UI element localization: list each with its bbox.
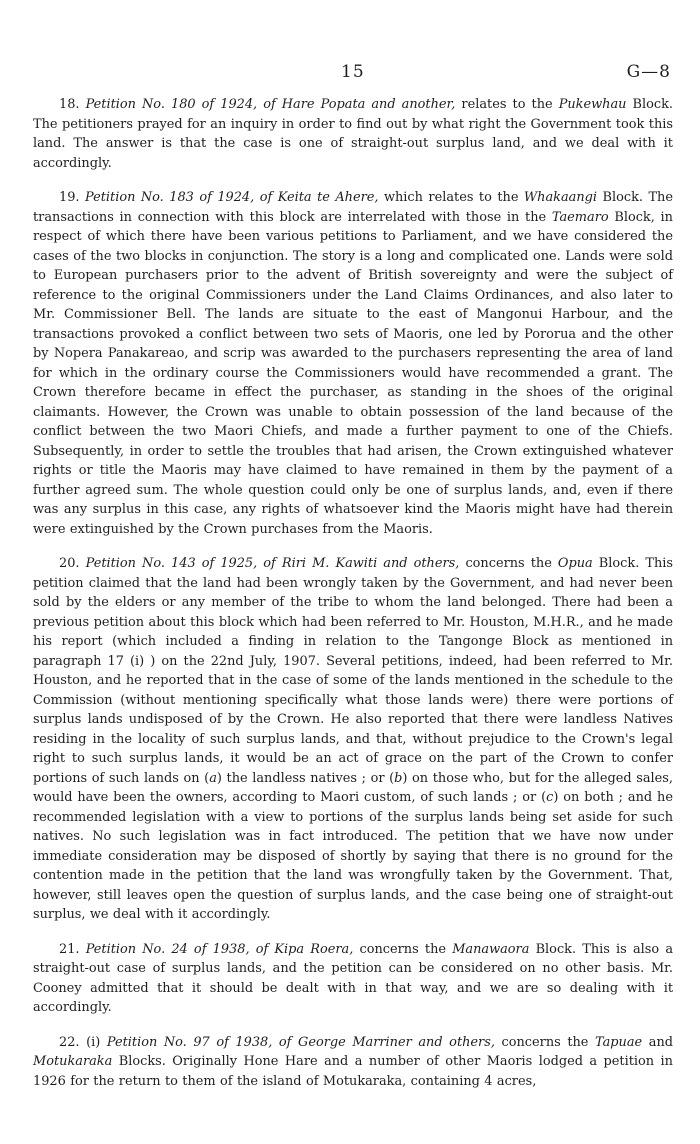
paragraph-number: 18. [59, 97, 80, 112]
block-name: Taemaro [551, 209, 609, 225]
paragraph-19: 19. Petition No. 183 of 1924, of Keita te Ahere, which relates to the Whakaangi Block. The transactions in connection with this block are interrelated with those in the Taemaro Block, in respect of which there have been various petitions to Parliament, and we have considered the cases of the two blocks in conjunction. The story is a long and complicated one. Lands were sold to European purchasers prior to the advent of British sovereignty and were the subject of reference to the original Commissioners under the Land Claims Ordinances, and also later to Mr. Commissioner Bell. The lands are situate to the east of Mangonui Harbour, and the transactions provoked a conflict between two sets of Maoris, one led by Pororua and the other by Nopera Panakareao, and scrip was awarded to the purchasers representing the area of land for which in the ordinary course the Commissioners would have recommended a grant. The Crown therefore became in effect the purchaser, as standing in the shoes of the original claimants. However, the Crown was unable to obtain possession of the land because of the conflict between the two Maori Chiefs, and made a further payment to one of the Chiefs. Subsequently, in order to settle the troubles that had arisen, the Crown extinguished whatever rights or title the Maoris may have claimed to have remained in them by the payment of a further agreed sum. The whole question could only be one of surplus lands, and, even if there was any surplus in this case, any rights of whatsoever kind the Maoris might have had therein were extinguished by the Crown purchases from the Maoris. [33, 190, 673, 537]
block-name: Tapuae [595, 1034, 643, 1050]
section-code: G—8 [626, 62, 671, 82]
block-name: Opua [557, 556, 593, 571]
petition-reference: Petition No. 183 of 1924, of Keita te Ahere, [85, 190, 379, 205]
page-header [33, 0, 673, 95]
body-text [33, 95, 673, 1091]
paragraph-number: 22. (i) [59, 1034, 101, 1050]
block-name: Whakaangi [523, 190, 598, 205]
paragraph-22: 22. (i) Petition No. 97 of 1938, of George Marriner and others, concerns the Tapuae and Motukaraka Blocks. Originally Hone Hare and a number of other Maoris lodged a petition in 1926 for the return to them of the island of Motukaraka, containing 4 acres, [33, 1034, 673, 1089]
block-name: Manawaora [452, 941, 530, 957]
petition-reference: Petition No. 143 of 1925, of Riri M. Kawiti and others, [85, 556, 460, 571]
list-marker: a [209, 770, 217, 786]
paragraph-number: 21. [59, 941, 80, 957]
block-name: Pukewhau [558, 97, 627, 112]
paragraph-18: 18. Petition No. 180 of 1924, of Hare Popata and another, relates to the Pukewhau Block. The petitioners prayed for an inquiry in order to find out by what right the Government took this land. The answer is that the case is one of straight-out surplus land, and we deal with it accordingly. [33, 97, 673, 171]
list-marker: c [546, 790, 554, 805]
list-marker: b [394, 770, 403, 786]
petition-reference: Petition No. 180 of 1924, of Hare Popata and another, [85, 97, 456, 112]
paragraph-number: 19. [59, 190, 80, 205]
paragraph-21: 21. Petition No. 24 of 1938, of Kipa Roera, concerns the Manawaora Block. This is also a straight-out case of surplus lands, and the petition can be considered on no other basis. Mr. Cooney admitted that it should be dealt with in that way, and we are so dealing with it accordingly. [33, 941, 674, 1015]
paragraph-number: 20. [59, 556, 80, 571]
page-number: 15 [341, 62, 365, 82]
petition-reference: Petition No. 24 of 1938, of Kipa Roera, [85, 941, 354, 957]
block-name: Motukaraka [33, 1054, 113, 1069]
petition-reference: Petition No. 97 of 1938, of George Marriner and others, [106, 1034, 495, 1050]
paragraph-20: 20. Petition No. 143 of 1925, of Riri M. Kawiti and others, concerns the Opua Block. This petition claimed that the land had been wrongly taken by the Government, and had never been sold by the elders or any member of the tribe to whom the land belonged. There had been a previous petition about this block which had been referred to Mr. Houston, M.H.R., and he made his report (which included a finding in relation to the Tangonge Block as mentioned in paragraph 17 (i) ) on the 22nd July, 1907. Several petitions, indeed, had been referred to Mr. Houston, and he reported that in the case of some of the lands mentioned in the schedule to the Commission (without mentioning specifically what those lands were) there were portions of surplus lands undisposed of by the Crown. He also reported that there were landless Natives residing in the locality of such surplus lands, and that, without prejudice to the Crown's legal right to such surplus lands, it would be an act of grace on the part of the Crown to confer portions of such lands on (a) the landless natives ; or (b) on those who, but for the alleged sales, would have been the owners, according to Maori custom, of such lands ; or (c) on both ; and he recommended legislation with a view to portions of the surplus lands being set aside for such natives. No such legislation was in fact introduced. The petition that we have now under immediate consideration may be disposed of shortly by saying that there is no ground for the contention made in the petition that the land was wrongfully taken by the Government. That, however, still leaves open the question of surplus lands, and the case being one of straight-out surplus, we deal with it accordingly. [33, 556, 674, 922]
